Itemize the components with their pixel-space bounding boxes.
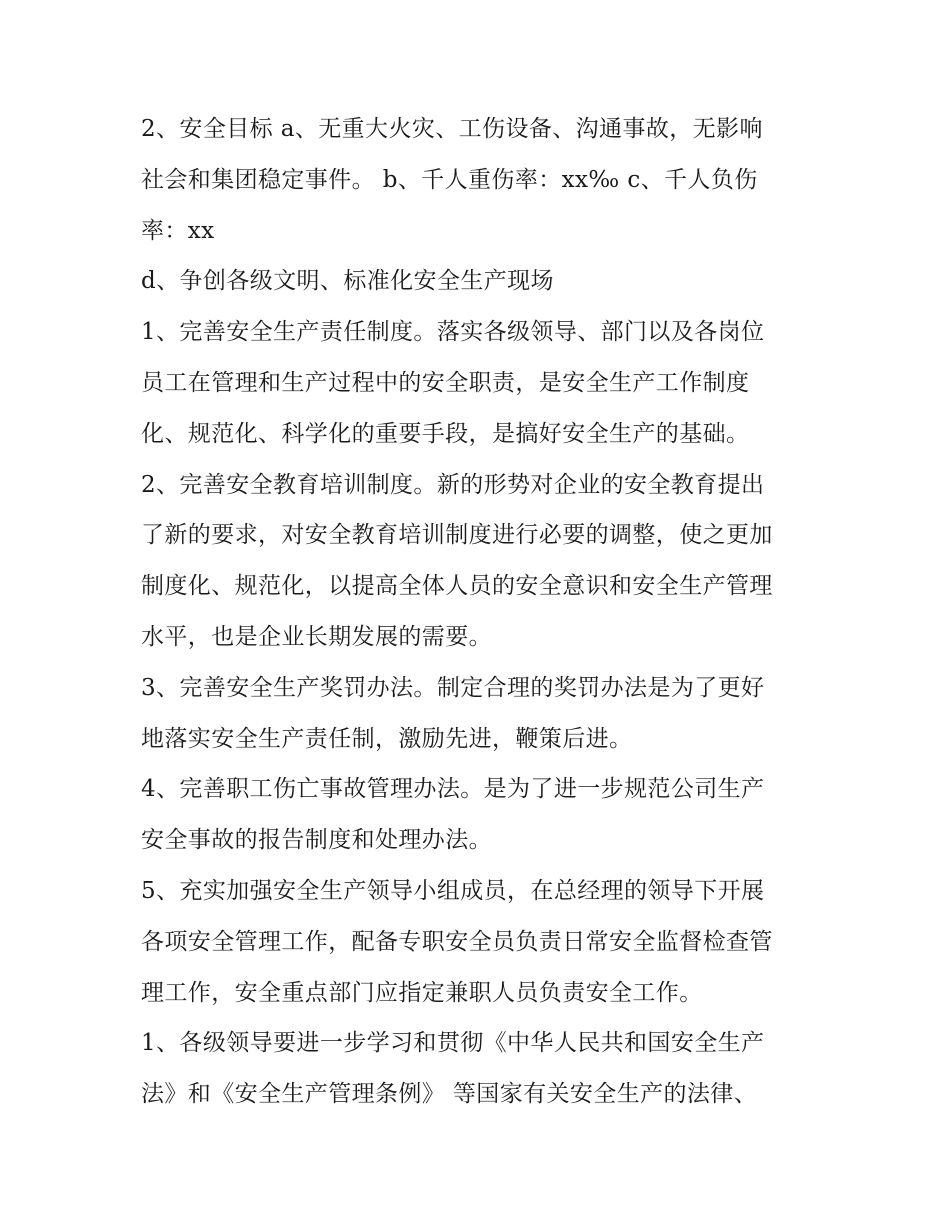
text-line: 2、安全目标 a、无重大火灾、工伤设备、沟通事故，无影响 (141, 116, 763, 142)
document-body (141, 104, 821, 1120)
text-line: 社会和集团稳定事件。 b、千人重伤率：xx‰ c、千人负伤 (141, 166, 758, 193)
text-line: 1、完善安全生产责任制度。落实各级领导、部门以及各岗位 (141, 319, 765, 346)
text-line: 法》和《安全生产管理条例》 等国家有关安全生产的法律、 (141, 1081, 758, 1108)
text-line: 化、规范化、科学化的重要手段，是搞好安全生产的基础。 (141, 420, 750, 447)
text-line: 率：xx (141, 217, 215, 244)
text-line: 制度化、规范化，以提高全体人员的安全意识和安全生产管理 (141, 573, 773, 600)
text-line: 安全事故的报告制度和处理办法。 (141, 827, 492, 854)
text-line: 各项安全管理工作，配备专职安全员负责日常安全监督检查管 (141, 928, 773, 955)
text-line: 1、各级领导要进一步学习和贯彻《中华人民共和国安全生产 (141, 1030, 765, 1057)
text-line: 地落实安全生产责任制，激励先进，鞭策后进。 (141, 725, 633, 752)
text-line: 了新的要求，对安全教育培训制度进行必要的调整，使之更加 (141, 522, 773, 549)
text-line: d、争创各级文明、标准化安全生产现场 (141, 268, 554, 295)
text-line: 5、充实加强安全生产领导小组成员，在总经理的领导下开展 (141, 877, 765, 904)
text-line: 2、完善安全教育培训制度。新的形势对企业的安全教育提出 (141, 471, 765, 498)
text-line: 水平，也是企业长期发展的需要。 (141, 623, 492, 650)
text-line: 3、完善安全生产奖罚办法。制定合理的奖罚办法是为了更好 (141, 674, 765, 701)
text-line: 4、完善职工伤亡事故管理办法。是为了进一步规范公司生产 (141, 776, 765, 803)
text-line: 理工作，安全重点部门应指定兼职人员负责安全工作。 (141, 979, 703, 1006)
text-line: 员工在管理和生产过程中的安全职责，是安全生产工作制度 (141, 369, 750, 396)
